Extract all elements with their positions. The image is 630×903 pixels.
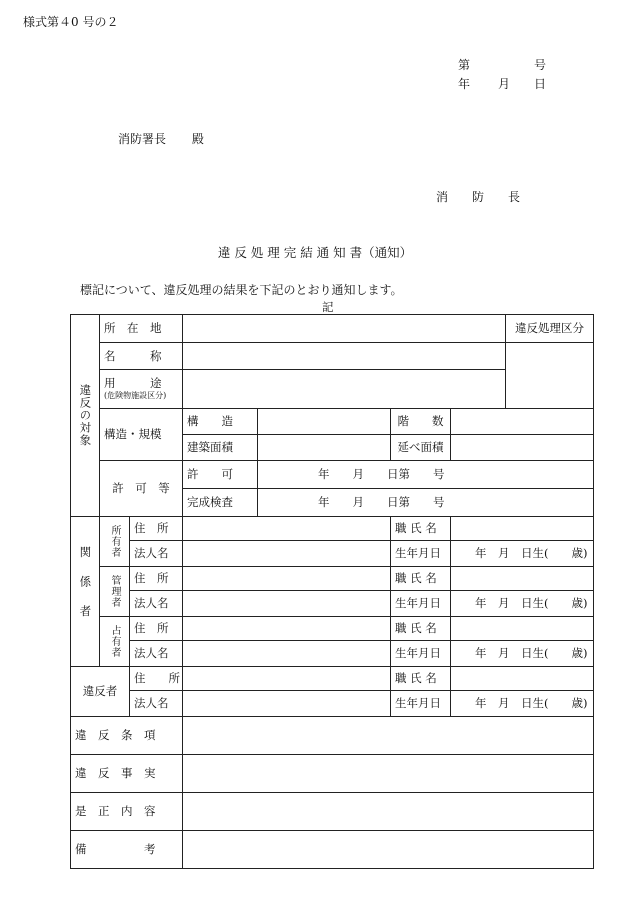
manager-birth-field[interactable]: 年 月 日生( 歳) — [451, 591, 594, 617]
manager-corp-field[interactable] — [183, 591, 391, 617]
intro-text: 標記について、違反処理の結果を下記のとおり通知します。 — [80, 283, 403, 297]
owner-address-label: 住 所 — [130, 517, 183, 541]
date-year: 年 — [458, 77, 471, 91]
addressee — [118, 130, 204, 147]
category-header: 違反処理区分 — [506, 315, 594, 343]
name-label: 名 称 — [100, 343, 183, 370]
occupant-birth-field[interactable]: 年 月 日生( 歳) — [451, 641, 594, 667]
sender: 消 防 長 — [436, 190, 521, 204]
permit-etc-label: 許 可 等 — [100, 461, 183, 517]
date-month: 月 — [498, 77, 511, 91]
violation-clause-label: 違 反 条 項 — [71, 717, 183, 755]
manager-position-field[interactable] — [451, 567, 594, 591]
occupant-corp-label: 法人名 — [130, 641, 183, 667]
ki-marker: 記 — [322, 300, 334, 314]
violator-position-field[interactable] — [451, 667, 594, 691]
notice-form-table — [70, 314, 594, 869]
usage-label-text: 用 途 — [104, 376, 162, 391]
remarks-label: 備 考 — [71, 831, 183, 869]
correction-label: 是 正 内 容 — [71, 793, 183, 831]
manager-address-field[interactable] — [183, 567, 391, 591]
total-floor-area-label: 延べ面積 — [391, 435, 451, 461]
completion-inspection-label: 完成検査 — [183, 489, 258, 517]
owner-corp-label: 法人名 — [130, 541, 183, 567]
permit-label: 許 可 — [183, 461, 258, 489]
floors-label: 階 数 — [391, 409, 451, 435]
occupant-address-field[interactable] — [183, 617, 391, 641]
permit-date-field[interactable]: 年 月 日第 号 — [258, 461, 594, 489]
number-prefix: 第 — [458, 58, 471, 72]
building-area-label: 建築面積 — [183, 435, 258, 461]
relations-label-text: 関係者 — [78, 545, 93, 635]
violation-clause-field[interactable] — [183, 717, 594, 755]
form-number: 様式第４0 号の２ — [23, 15, 119, 29]
occupant-address-label: 住 所 — [130, 617, 183, 641]
document-title: 違 反 処 理 完 結 通 知 書（通知） — [217, 245, 413, 260]
building-area-field[interactable] — [258, 435, 391, 461]
occupant-corp-field[interactable] — [183, 641, 391, 667]
violator-birth-label: 生年月日 — [391, 691, 451, 717]
violation-fact-field[interactable] — [183, 755, 594, 793]
location-field[interactable] — [183, 315, 506, 343]
inspection-date-field[interactable]: 年 月 日第 号 — [258, 489, 594, 517]
violation-fact-label: 違 反 事 実 — [71, 755, 183, 793]
owner-position-label: 職 氏 名 — [391, 517, 451, 541]
usage-note: (危険物施設区分) — [104, 390, 167, 400]
usage-label — [100, 370, 183, 409]
structure-field[interactable] — [258, 409, 391, 435]
violator-corp-field[interactable] — [183, 691, 391, 717]
category-field[interactable] — [506, 343, 594, 409]
violator-address-field[interactable] — [183, 667, 391, 691]
violator-label: 違反者 — [71, 667, 130, 717]
violator-corp-label: 法人名 — [130, 691, 183, 717]
manager-label: 管理者 — [100, 567, 130, 617]
occupant-birth-label: 生年月日 — [391, 641, 451, 667]
owner-label: 所有者 — [100, 517, 130, 567]
occupant-position-field[interactable] — [451, 617, 594, 641]
remarks-field[interactable] — [183, 831, 594, 869]
floors-field[interactable] — [451, 409, 594, 435]
structure-scale-label: 構造・規模 — [100, 409, 183, 461]
manager-corp-label: 法人名 — [130, 591, 183, 617]
violator-position-label: 職 氏 名 — [391, 667, 451, 691]
target-section-label: 違反の対象 — [71, 315, 100, 517]
owner-corp-field[interactable] — [183, 541, 391, 567]
manager-position-label: 職 氏 名 — [391, 567, 451, 591]
location-label: 所 在 地 — [100, 315, 183, 343]
date-day: 日 — [534, 77, 547, 91]
correction-field[interactable] — [183, 793, 594, 831]
addressee-title: 消防署長 — [118, 132, 167, 146]
occupant-label: 占有者 — [100, 617, 130, 667]
manager-address-label: 住 所 — [130, 567, 183, 591]
owner-birth-label: 生年月日 — [391, 541, 451, 567]
relations-section-label — [71, 517, 100, 667]
manager-birth-label: 生年月日 — [391, 591, 451, 617]
violator-birth-field[interactable]: 年 月 日生( 歳) — [451, 691, 594, 717]
structure-label: 構 造 — [183, 409, 258, 435]
owner-position-field[interactable] — [451, 517, 594, 541]
occupant-position-label: 職 氏 名 — [391, 617, 451, 641]
number-suffix: 号 — [534, 58, 547, 72]
total-floor-area-field[interactable] — [451, 435, 594, 461]
violator-address-label: 住 所 — [130, 667, 183, 691]
name-field[interactable] — [183, 343, 506, 370]
owner-birth-field[interactable]: 年 月 日生( 歳) — [451, 541, 594, 567]
addressee-suffix: 殿 — [191, 132, 204, 146]
usage-field[interactable] — [183, 370, 506, 409]
owner-address-field[interactable] — [183, 517, 391, 541]
